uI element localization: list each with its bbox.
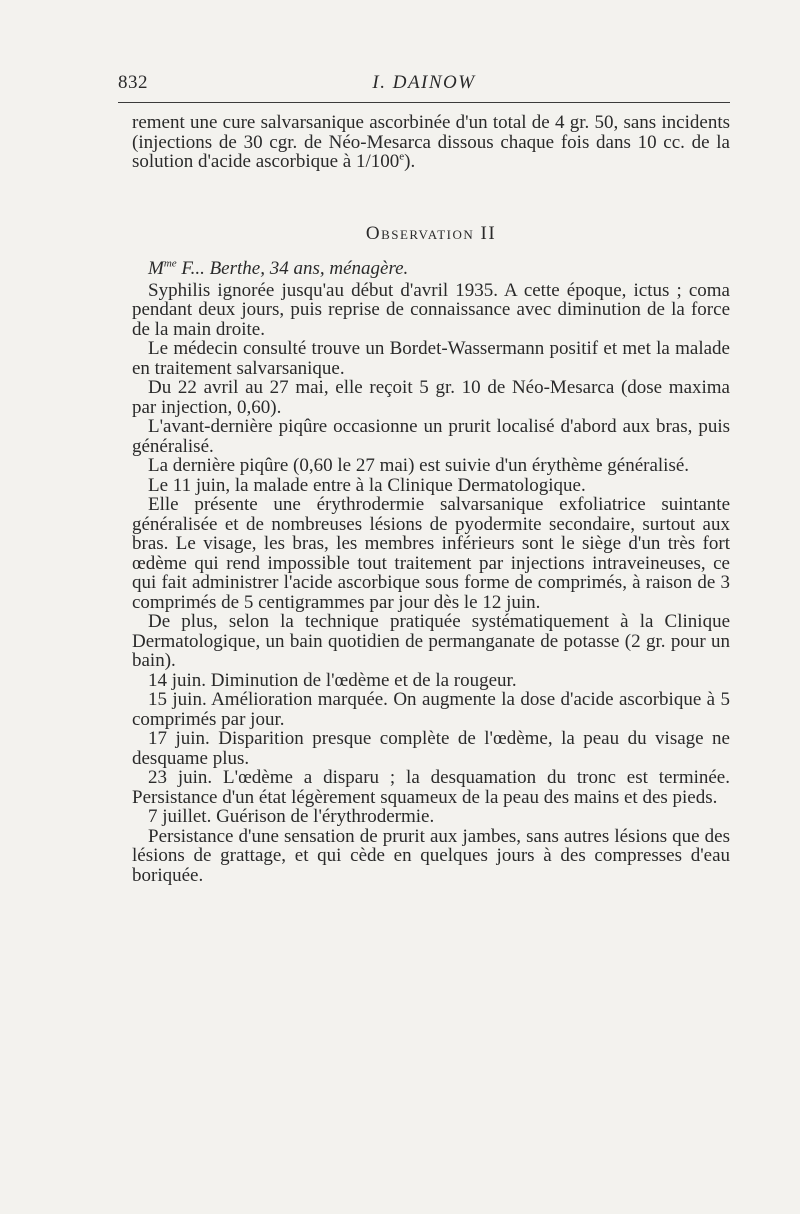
- paragraph: De plus, selon la technique pratiquée systématiquement à la Clinique Dermatologique, un bain quotidien de permanganate de potasse (2 gr. pour un bain).: [132, 611, 730, 671]
- paragraph: 7 juillet. Guérison de l'érythrodermie.: [148, 806, 435, 827]
- section-title: Observation II: [365, 222, 497, 244]
- body-text: [132, 113, 730, 885]
- paragraph: Elle présente une érythrodermie salvarsanique exfoliatrice suintante généralisée et de nombreuses lésions de pyodermite secondaire, surtout aux bras. Le visage, les bras, les membres inférieurs sont le siège d'un très fort œdème qui rend impossible tout traitement par injections intraveineuses, ce qui fait administrer l'acide ascorbique sous forme de comprimés, à raison de 3 comprimés de 5 centigrammes par jour dès le 12 juin.: [132, 494, 730, 613]
- paragraph: Du 22 avril au 27 mai, elle reçoit 5 gr. 10 de Néo-Mesarca (dose maxima par injection, 0,60).: [132, 377, 730, 418]
- page-number: 832: [118, 72, 148, 93]
- intro-paragraph: rement une cure salvarsanique ascorbinée d'un total de 4 gr. 50, sans incidents (injections de 30 cgr. de Néo-Mesarca dissous chaque fois dans 10 cc. de la solution d'acide ascorbique à 1/100e).: [132, 112, 730, 172]
- paragraph: 23 juin. L'œdème a disparu ; la desquamation du tronc est terminée. Persistance d'un état légèrement squameux de la peau des mains et des pieds.: [132, 767, 730, 808]
- paragraph: 15 juin. Amélioration marquée. On augmente la dose d'acide ascorbique à 5 comprimés par jour.: [132, 689, 730, 730]
- running-head: [118, 62, 730, 102]
- paragraph: Le 11 juin, la malade entre à la Clinique Dermatologique.: [148, 474, 586, 496]
- paragraph: Le médecin consulté trouve un Bordet-Wassermann positif et met la malade en traitement salvarsanique.: [132, 338, 730, 379]
- paragraph: La dernière piqûre (0,60 le 27 mai) est suivie d'un érythème généralisé.: [148, 455, 690, 476]
- paragraph: L'avant-dernière piqûre occasionne un prurit localisé d'abord aux bras, puis généralisé.: [132, 416, 730, 457]
- paragraph: 17 juin. Disparition presque complète de l'œdème, la peau du visage ne desquame plus.: [132, 728, 730, 769]
- running-head-author: I. DAINOW: [372, 72, 476, 93]
- paragraph: Syphilis ignorée jusqu'au début d'avril 1935. A cette époque, ictus ; coma pendant deux jours, puis reprise de connaissance avec diminution de la force de la main droite.: [132, 279, 730, 340]
- paragraph: 14 juin. Diminution de l'œdème et de la rougeur.: [148, 669, 517, 691]
- patient-line: $M^{me}$ F... Berthe, 34 ans, ménagère.: [148, 257, 409, 279]
- paragraph: Persistance d'une sensation de prurit aux jambes, sans autres lésions que des lésions de grattage, et qui cède en quelques jours à des compresses d'eau boriquée.: [132, 825, 730, 886]
- header-rule: [118, 102, 730, 103]
